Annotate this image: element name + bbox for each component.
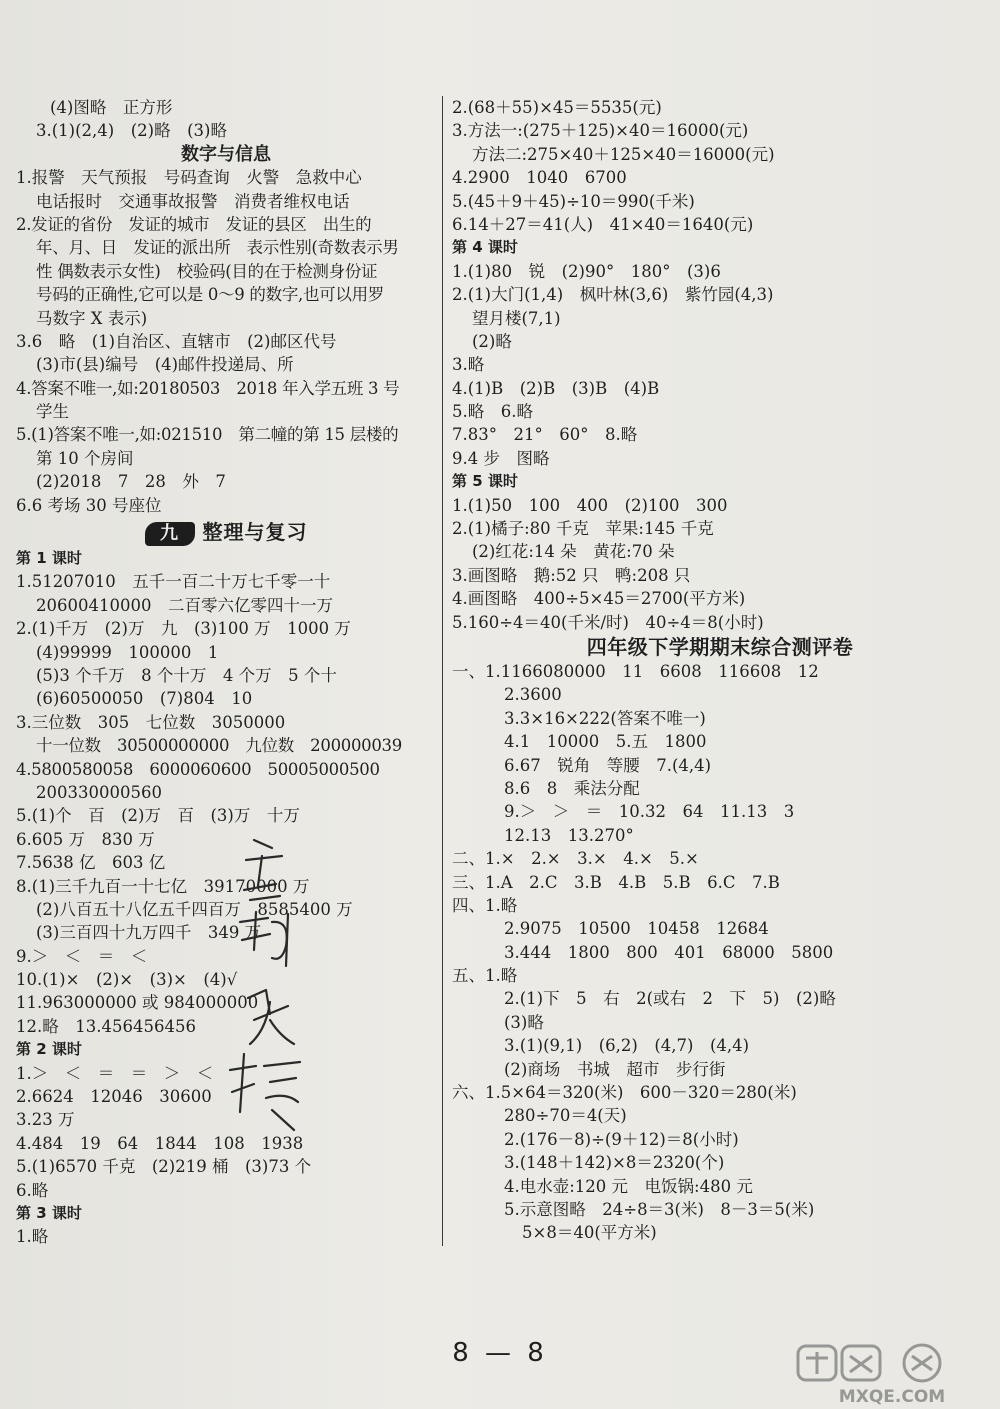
answer-line: 2.(176－8)÷(9＋12)＝8(小时) [504, 1129, 739, 1149]
answer-line: 2.(1)千万 (2)万 九 (3)100 万 1000 万 [16, 619, 351, 639]
answer-line: 5.(45＋9＋45)÷10＝990(千米) [452, 191, 695, 211]
answer-line: 2.(1)橘子:80 千克 苹果:145 千克 [452, 519, 714, 539]
answer-line: 2.发证的省份 发证的城市 发证的县区 出生的 [16, 214, 372, 234]
answer-line: 2.(1)下 5 右 2(或右 2 下 5) (2)略 [504, 989, 836, 1009]
answer-line: 9.4 步 图略 [452, 448, 550, 468]
answer-line: 一、1.1166080000 11 6608 116608 12 [452, 661, 819, 681]
answer-line: (2)红花:14 朵 黄花:70 朵 [472, 542, 675, 562]
answer-line: 10.(1)× (2)× (3)× (4)√ [16, 970, 238, 990]
answer-line: 二、1.× 2.× 3.× 4.× 5.× [452, 849, 699, 869]
chapter-title: 整理与复习 [202, 520, 308, 545]
answer-line: 三、1.A 2.C 3.B 4.B 5.B 6.C 7.B [452, 872, 780, 892]
answer-line: 4.484 19 64 1844 108 1938 [16, 1133, 304, 1153]
answer-line: 280÷70＝4(天) [504, 1106, 627, 1126]
answer-line: 8.6 8 乘法分配 [504, 778, 640, 798]
answer-line: (2)商场 书城 超市 步行街 [504, 1059, 726, 1079]
answer-line: 5.160÷4＝40(千米/时) 40÷4＝8(小时) [452, 612, 764, 632]
answer-line: 方法二:275×40＋125×40＝16000(元) [472, 144, 775, 164]
answer-line: (2)略 [472, 331, 512, 351]
answer-line: 2.9075 10500 10458 12684 [504, 919, 769, 939]
answer-line: 6.6 考场 30 号座位 [16, 495, 162, 515]
answer-line: 11.963000000 或 984000000 [16, 993, 259, 1013]
answer-line: 学生 [36, 402, 69, 422]
answer-line: 12.13 13.270° [504, 825, 634, 845]
answer-line: 3.444 1800 800 401 68000 5800 [504, 942, 834, 962]
answer-line: (3)三百四十九万四千 349 万 [36, 923, 262, 943]
answer-line: 十一位数 30500000000 九位数 200000039 [36, 736, 402, 756]
answer-line: 五、1.略 [452, 966, 518, 986]
answer-line: 3.(148＋142)×8＝2320(个) [504, 1153, 725, 1173]
answer-line: 号码的正确性,它可以是 0～9 的数字,也可以用罗 [36, 285, 384, 305]
lesson-heading: 第 3 课时 [16, 1203, 82, 1222]
lesson-heading: 第 1 课时 [16, 549, 82, 568]
answer-line: 4.(1)B (2)B (3)B (4)B [452, 378, 660, 398]
column-divider [442, 96, 443, 1246]
answer-line: (5)3 个千万 8 个十万 4 个万 5 个十 [36, 665, 337, 685]
answer-line: 5.(1)个 百 (2)万 百 (3)万 十万 [16, 806, 300, 826]
answer-line: (3)略 [504, 1012, 544, 1032]
answer-line: (3)市(县)编号 (4)邮件投递局、所 [36, 355, 294, 375]
page-number: 8 — 8 [452, 1338, 548, 1368]
watermark-text: MXQE.COM [838, 1387, 946, 1406]
answer-line: 8.(1)三千九百一十七亿 39170000 万 [16, 876, 310, 896]
answer-line: (2)八百五十八亿五千四百万 8585400 万 [36, 899, 353, 919]
answer-line: 3.(1)(2,4) (2)略 (3)略 [36, 121, 227, 141]
exam-title: 四年级下学期期末综合测评卷 [586, 634, 854, 659]
answer-line: 6.略 [16, 1180, 49, 1200]
answer-line: 4.答案不唯一,如:20180503 2018 年入学五班 3 号 [16, 378, 400, 398]
site-watermark-logo [792, 1342, 992, 1406]
answer-line: 4.5800580058 6000060600 50005000500 [16, 759, 380, 779]
answer-line: 年、月、日 发证的派出所 表示性别(奇数表示男 [36, 238, 399, 258]
answer-line: 1.略 [16, 1227, 49, 1247]
answer-line: (2)2018 7 28 外 7 [36, 472, 226, 492]
lesson-heading: 第 5 课时 [452, 472, 518, 491]
answer-line: 4.电水壶:120 元 电饭锅:480 元 [504, 1176, 753, 1196]
answer-line: 2.6624 12046 30600 [16, 1087, 212, 1107]
answer-line: 20600410000 二百零六亿零四十一万 [36, 595, 333, 615]
answer-line: 1.(1)80 锐 (2)90° 180° (3)6 [452, 261, 721, 281]
answer-line: 电话报时 交通事故报警 消费者维权电话 [36, 191, 350, 211]
answer-line: 3.画图略 鹅:52 只 鸭:208 只 [452, 565, 691, 585]
answer-line: 5.(1)答案不唯一,如:021510 第二幢的第 15 层楼的 [16, 425, 399, 445]
answer-line: (4)图略 正方形 [50, 98, 173, 117]
chapter-heading [16, 517, 436, 547]
handwritten-scribble [210, 830, 320, 1140]
answer-line: 200330000560 [36, 782, 162, 802]
answer-line: 6.14＋27＝41(人) 41×40＝1640(元) [452, 214, 754, 234]
answer-line: 5.略 6.略 [452, 402, 533, 422]
answer-line: 1.51207010 五千一百二十万七千零一十 [16, 572, 331, 592]
answer-line: 6.67 锐角 等腰 7.(4,4) [504, 755, 712, 775]
answer-line: 3.(1)(9,1) (6,2) (4,7) (4,4) [504, 1036, 750, 1056]
answer-line: 7.83° 21° 60° 8.略 [452, 425, 638, 445]
answer-line: 3.三位数 305 七位数 3050000 [16, 712, 286, 732]
answer-line: 1.＞ ＜ ＝ ＝ ＞ ＜ [16, 1063, 214, 1083]
answer-line: (6)60500050 (7)804 10 [36, 689, 253, 709]
answer-line: 9.＞ ＞ ＝ 10.32 64 11.13 3 [504, 802, 795, 822]
answer-line: 六、1.5×64＝320(米) 600－320＝280(米) [452, 1083, 797, 1103]
answer-line: 性 偶数表示女性) 校验码(目的在于检测身份证 [36, 261, 378, 281]
answer-line: 3.23 万 [16, 1110, 75, 1130]
answer-line: 马数字 X 表示) [36, 308, 148, 328]
answer-line: 6.605 万 830 万 [16, 829, 155, 849]
answer-line: 4.画图略 400÷5×45＝2700(平方米) [452, 589, 746, 609]
lesson-heading: 第 2 课时 [16, 1040, 82, 1059]
answer-line: 1.(1)50 100 400 (2)100 300 [452, 495, 728, 515]
answer-line: 3.方法一:(275＋125)×40＝16000(元) [452, 121, 749, 141]
answer-line: 1.报警 天气预报 号码查询 火警 急救中心 [16, 168, 362, 188]
answer-line: 5.示意图略 24÷8＝3(米) 8－3＝5(米) [504, 1199, 815, 1219]
answer-line: 5×8＝40(平方米) [522, 1223, 657, 1243]
answer-line: 3.6 略 (1)自治区、直辖市 (2)邮区代号 [16, 331, 337, 351]
section-title: 数字与信息 [181, 143, 271, 165]
answer-line: (4)99999 100000 1 [36, 642, 219, 662]
chapter-badge: 九 [145, 522, 195, 546]
answer-line: 3.3×16×222(答案不唯一) [504, 708, 706, 728]
answer-line: 2.(1)大门(1,4) 枫叶林(3,6) 紫竹园(4,3) [452, 285, 774, 305]
answer-line: 2.3600 [504, 685, 562, 705]
answer-line: 4.1 10000 5.五 1800 [504, 732, 707, 752]
answer-line: 望月楼(7,1) [472, 308, 561, 328]
answer-line: 7.5638 亿 603 亿 [16, 853, 166, 873]
answer-line: 4.2900 1040 6700 [452, 168, 627, 188]
answer-line: 四、1.略 [452, 895, 518, 915]
right-column [452, 96, 988, 1245]
answer-line: 第 10 个房间 [36, 448, 134, 468]
answer-line: 12.略 13.456456456 [16, 1016, 196, 1036]
answer-line: 9.＞ ＜ ＝ ＜ [16, 946, 148, 966]
answer-line: 5.(1)6570 千克 (2)219 桶 (3)73 个 [16, 1157, 312, 1177]
lesson-heading: 第 4 课时 [452, 238, 518, 257]
answer-line: 3.略 [452, 355, 485, 375]
answer-line: 2.(68＋55)×45＝5535(元) [452, 98, 662, 117]
